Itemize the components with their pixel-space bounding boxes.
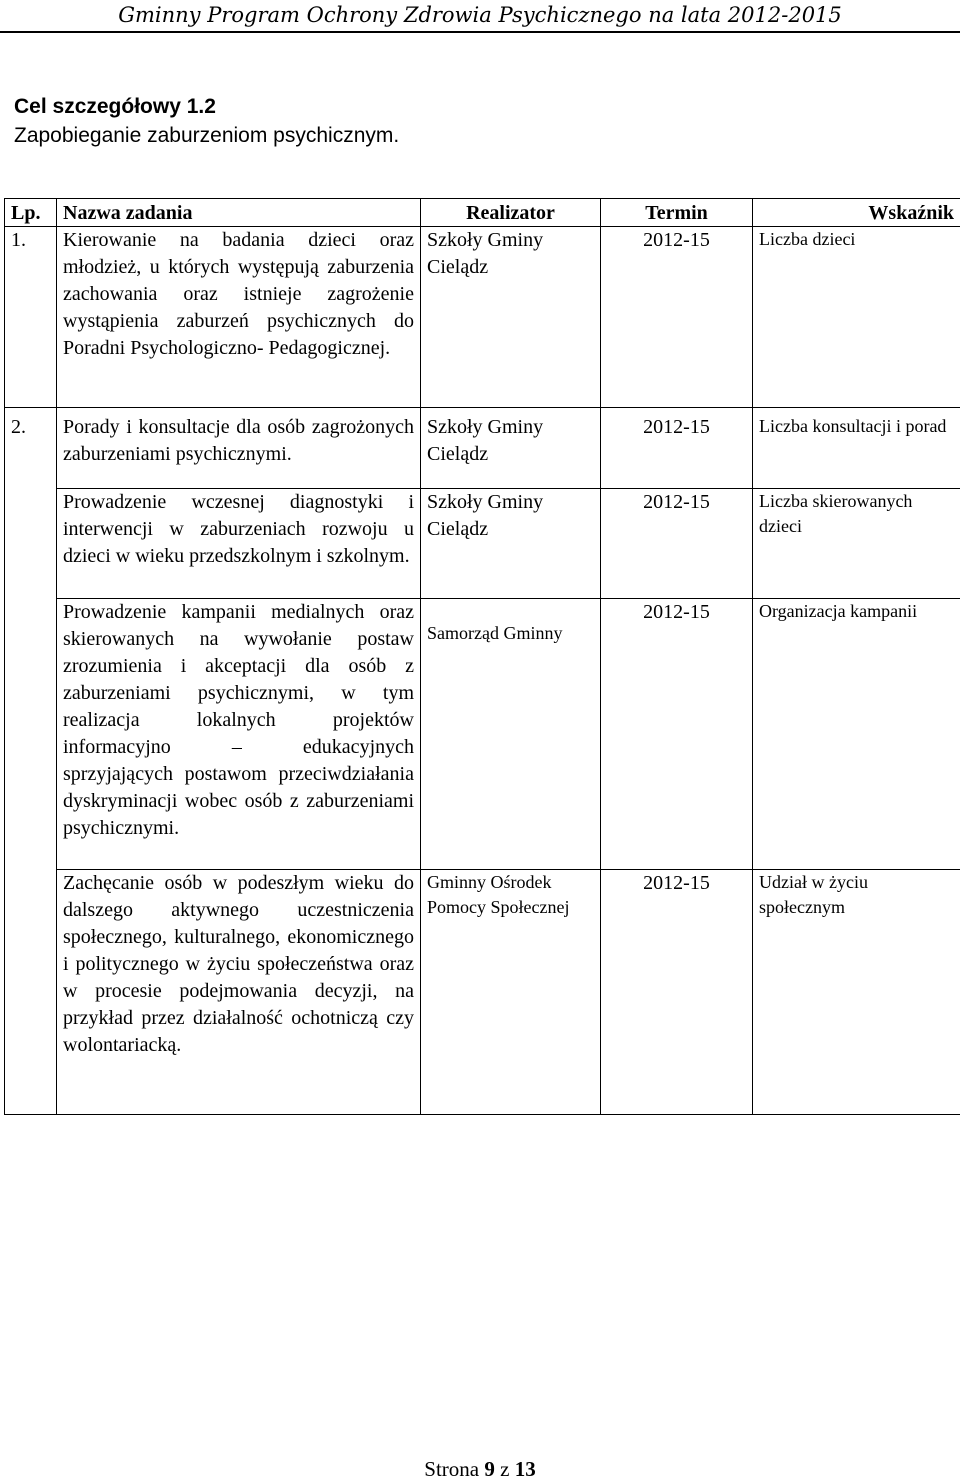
tasks-table [4,198,960,1115]
header-realizer: Realizator [421,199,601,227]
row-term: 2012-15 [601,870,753,1115]
header-rule [0,31,960,33]
goal-block [14,92,399,150]
row-task: Zachęcanie osób w podeszłym wieku do dalszego aktywnego uczestniczenia społecznego, kulturalnego, ekonomicznego i politycznego w życiu społeczeństwa oraz w procesie podejmowania decyzji, na przykład przez działalność ochotniczą czy wolontariacką. [57,870,421,1115]
row-term: 2012-15 [601,489,753,599]
page-header: Gminny Program Ochrony Zdrowia Psychicznego na lata 2012-2015 [0,0,960,30]
row-term: 2012-15 [601,227,753,408]
footer-page-total: 13 [515,1457,536,1481]
table-row [5,408,960,489]
row-indicator: Liczba dzieci [753,227,960,408]
row-lp: 1. [5,227,57,408]
table-header-row [5,199,960,227]
row-term: 2012-15 [601,599,753,870]
row-lp: 2. [5,408,57,489]
row-realizer: Szkoły Gminy Cielądz [421,408,601,489]
row-realizer: Szkoły Gminy Cielądz [421,227,601,408]
row-lp [5,870,57,1115]
table-row [5,599,960,870]
footer-prefix: Strona [424,1457,479,1481]
row-realizer: Szkoły Gminy Cielądz [421,489,601,599]
row-lp [5,489,57,599]
footer-middle: z [500,1457,509,1481]
row-lp [5,599,57,870]
goal-title: Cel szczegółowy 1.2 [14,92,399,121]
row-task: Prowadzenie kampanii medialnych oraz skierowanych na wywołanie postaw zrozumienia i akceptacji dla osób z zaburzeniami psychicznymi, w tym realizacja lokalnych projektów informacyjno – edukacyjnych sprzyjających postawom przeciwdziałania dyskryminacji wobec osób z zaburzeniami psychicznymi. [57,599,421,870]
header-task: Nazwa zadania [57,199,421,227]
table-row [5,227,960,408]
row-indicator: Udział w życiu społecznym [753,870,960,1115]
row-indicator: Liczba skierowanych dzieci [753,489,960,599]
row-realizer: Gminny Ośrodek Pomocy Społecznej [421,870,601,1115]
footer-page-number: 9 [484,1457,495,1481]
row-term: 2012-15 [601,408,753,489]
row-indicator: Organizacja kampanii [753,599,960,870]
table-row [5,489,960,599]
table-row [5,870,960,1115]
header-lp: Lp. [5,199,57,227]
goal-subtitle: Zapobieganie zaburzeniom psychicznym. [14,121,399,150]
row-task: Porady i konsultacje dla osób zagrożonych zaburzeniami psychicznymi. [57,408,421,489]
header-term: Termin [601,199,753,227]
row-realizer: Samorząd Gminny [421,599,601,870]
row-task: Kierowanie na badania dzieci oraz młodzież, u których występują zaburzenia zachowania oraz istnieje zagrożenie wystąpienia zaburzeń psychicznych do Poradni Psychologiczno- Pedagogicznej. [57,227,421,408]
row-indicator: Liczba konsultacji i porad [753,408,960,489]
row-task: Prowadzenie wczesnej diagnostyki i interwencji w zaburzeniach rozwoju u dzieci w wieku przedszkolnym i szkolnym. [57,489,421,599]
page-footer [0,1455,960,1483]
header-indicator: Wskaźnik [753,199,960,227]
